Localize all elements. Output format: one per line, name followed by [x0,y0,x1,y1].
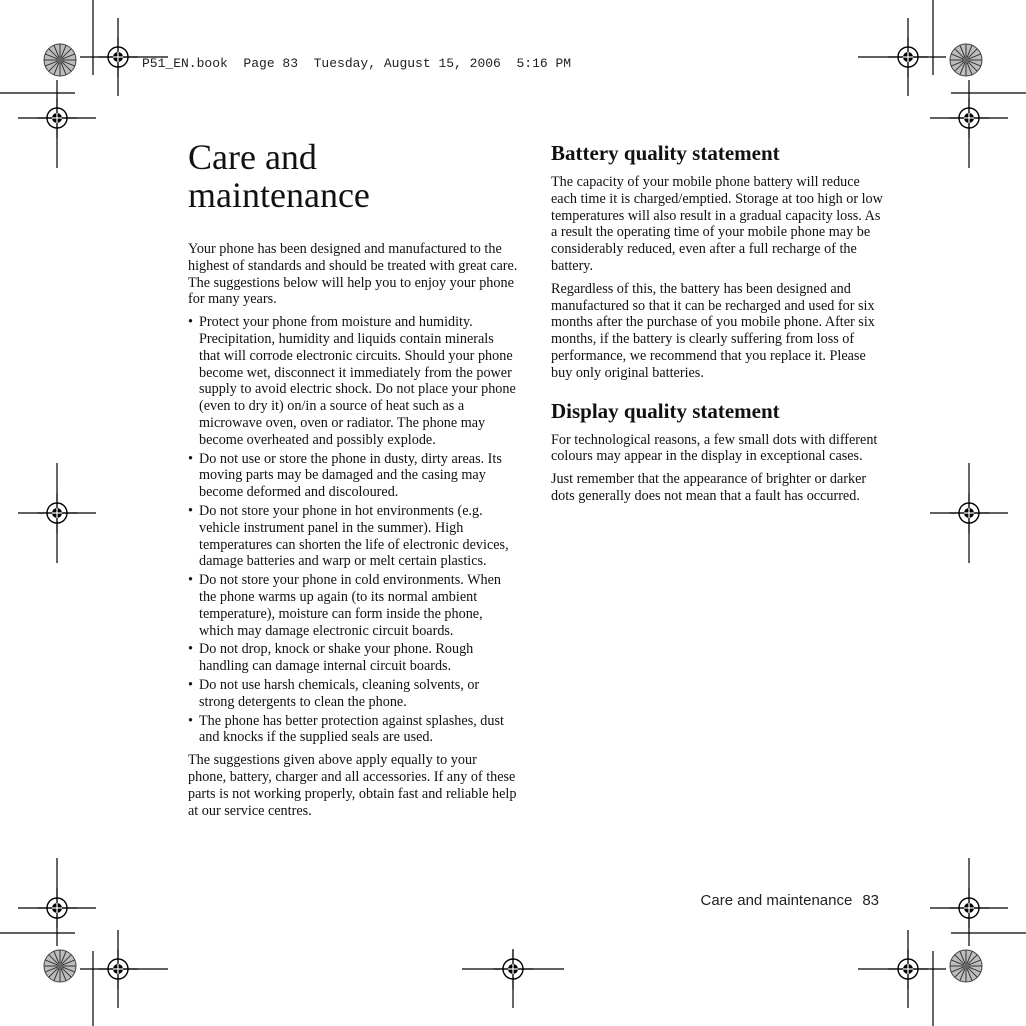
display-paragraph-1: For technological reasons, a few small dots with different colours may appear in the display in exceptional cases. [551,431,878,465]
intro-paragraph: Your phone has been designed and manufactured to the highest of standards and should be treated with great care. The suggestions below will help you to enjoy your phone for many years. [188,241,518,308]
page-number: 83 [862,892,879,909]
closing-paragraph: The suggestions given above apply equally to your phone, battery, charger and all accessories. If any of these parts is not working properly, obtain fast and reliable help at our service centres. [188,752,517,819]
display-paragraph-2: Just remember that the appearance of brighter or darker dots generally does not mean that a fault has occurred. [551,471,867,504]
footer-section-title: Care and maintenance [700,892,853,909]
list-item: • Do not store your phone in cold environments. When the phone warms up again (to its normal ambient temperature), moisture can form inside the phone, which may damage electronic circuit boards. [188,572,501,639]
battery-paragraph-2: Regardless of this, the battery has been designed and manufactured so that it can be recharged and used for six months after the purchase of you mobile phone. After six months, if the battery is clearly suffering from loss of performance, we recommend that you replace it. Please buy only original batteries. [551,280,875,381]
bullet-icon: • [188,450,193,467]
battery-paragraph-1: The capacity of your mobile phone battery will reduce each time it is charged/emptied. Storage at too high or low temperatures will also result in a gradual capacity loss. As a result the operating time of your mobile phone may be considerably reduced, even after a full recharge of the battery. [551,174,883,274]
right-column [551,140,883,511]
list-item: • Protect your phone from moisture and humidity. Precipitation, humidity and liquids contain minerals that will corrode electronic circuits. Should your phone become wet, disconnect it immediately from the power supply to avoid electric shock. Do not place your phone (even to dry it) on/in a source of heat such as a microwave oven, oven or radiator. The phone may become overheated and possibly explode. [188,314,516,448]
page-footer [701,892,879,909]
list-item: • Do not drop, knock or shake your phone. Rough handling can damage internal circuit boards. [188,641,474,675]
battery-heading: Battery quality statement [551,141,780,165]
list-item: • Do not store your phone in hot environments (e.g. vehicle instrument panel in the summer). High temperatures can shorten the life of electronic devices, damage batteries and warp or melt certain plastics. [188,502,509,570]
bullet-icon: • [188,676,193,693]
bullet-icon: • [188,641,193,658]
bullet-icon: • [188,502,193,519]
care-tips-list [188,314,518,746]
bullet-icon: • [188,712,193,729]
display-heading: Display quality statement [551,398,780,423]
list-item: • Do not use harsh chemicals, cleaning solvents, or strong detergents to clean the phone. [188,676,480,710]
left-column [188,138,518,825]
list-item: • Do not use or store the phone in dusty, dirty areas. Its moving parts may be damaged and the casing may become deformed and discoloured. [188,450,502,501]
bullet-icon: • [188,572,193,589]
page-title: Care and maintenance [188,137,370,215]
bullet-icon: • [188,314,193,331]
print-slug-header: P51_EN.book Page 83 Tuesday, August 15, 2006 5:16 PM [142,56,572,71]
list-item: • The phone has better protection against splashes, dust and knocks if the supplied seals are used. [188,712,504,746]
